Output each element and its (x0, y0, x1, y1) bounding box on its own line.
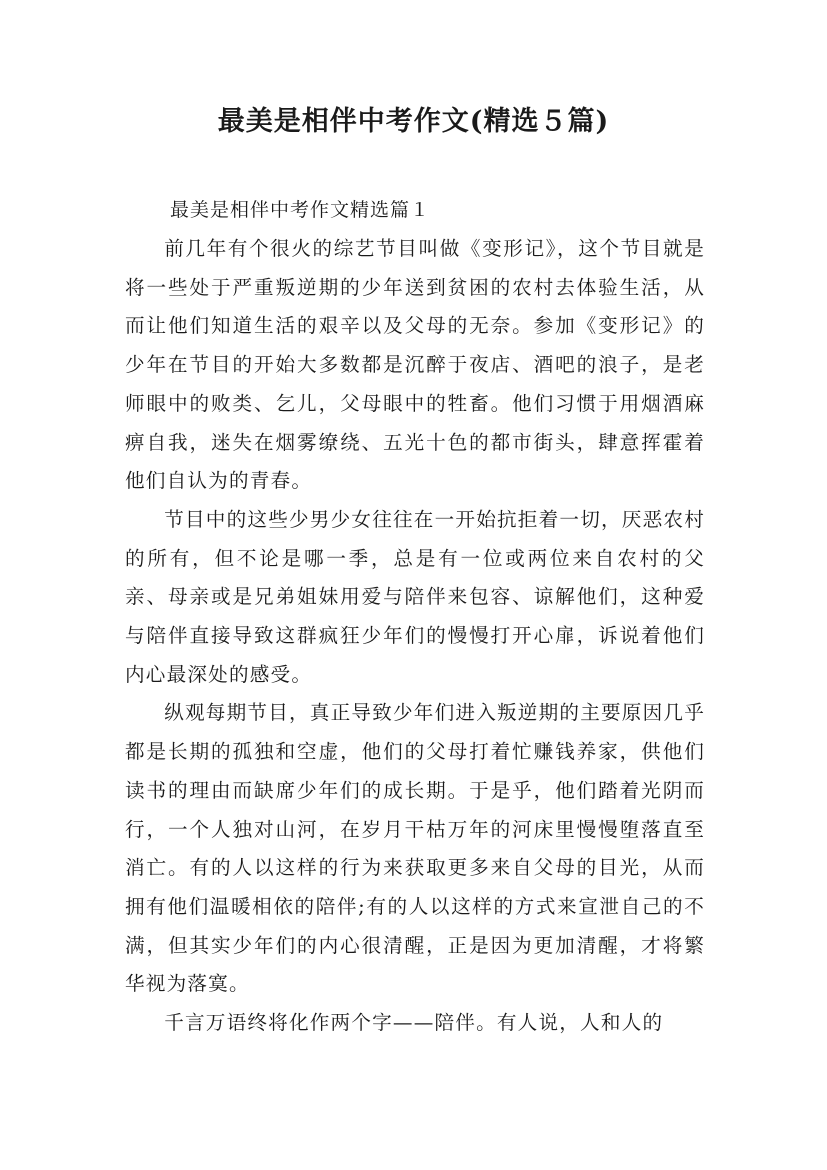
paragraph-4: 千言万语终将化作两个字——陪伴。有人说，人和人的 (164, 1011, 664, 1035)
paragraph-2: 节目中的这些少男少女往往在一开始抗拒着一切，厌恶农村的所有，但不论是哪一季，总是有一位或两位来自农村的父亲、母亲或是兄弟姐妹用爱与陪伴来包容、谅解他们，这种爱与陪伴直接导致这群疯狂少年们的慢慢打开心扉，诉说着他们内心最深处的感受。 (125, 507, 705, 686)
section-heading: 最美是相伴中考作文精选篇１ (170, 199, 431, 221)
paragraph-3: 纵观每期节目，真正导致少年们进入叛逆期的主要原因几乎都是长期的孤独和空虚，他们的父母打着忙赚钱养家，供他们读书的理由而缺席少年们的成长期。于是乎，他们踏着光阴而行，一个人独对山河，在岁月干枯万年的河床里慢慢堕落直至消亡。有的人以这样的行为来获取更多来自父母的目光，从而拥有他们温暖相依的陪伴;有的人以这样的方式来宣泄自己的不满，但其实少年们的内心很清醒，正是因为更加清醒，才将繁华视为落寞。 (125, 701, 705, 996)
document-body (125, 230, 705, 1043)
paragraph-1: 前几年有个很火的综艺节目叫做《变形记》，这个节目就是将一些处于严重叛逆期的少年送到贫困的农村去体验生活，从而让他们知道生活的艰辛以及父母的无奈。参加《变形记》的少年在节目的开始大多数都是沉醉于夜店、酒吧的浪子，是老师眼中的败类、乞儿，父母眼中的牲畜。他们习惯于用烟酒麻痹自我，迷失在烟雾缭绕、五光十色的都市街头，肆意挥霍着他们自认为的青春。 (125, 237, 705, 493)
document-title: 最美是相伴中考作文(精选５篇) (217, 106, 610, 137)
